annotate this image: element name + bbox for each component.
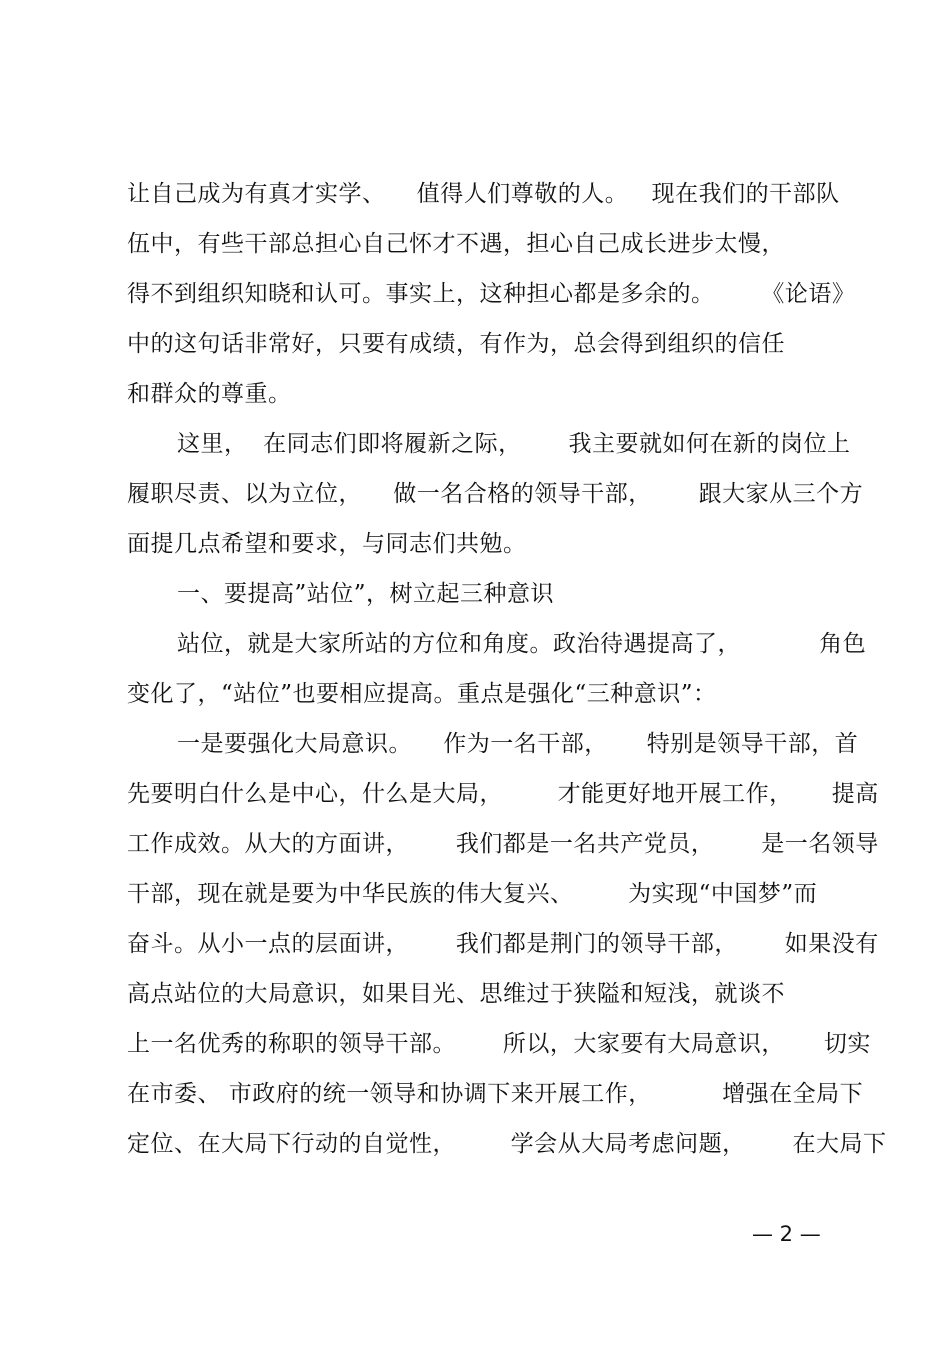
text-line: 定位、在大局下行动的自觉性， 学会从大局考虑问题， 在大局下 (127, 1131, 887, 1157)
text-line: 伍中，有些干部总担心自己怀才不遇，担心自己成长进步太慢， (127, 231, 785, 257)
text-line: 和群众的尊重。 (127, 381, 292, 407)
text-line: 得不到组织知晓和认可。事实上，这种担心都是多余的。 《论语》 (127, 281, 856, 307)
text-line: 让自己成为有真才实学、 值得人们尊敬的人。 现在我们的干部队 (127, 181, 840, 207)
text-line: 奋斗。从小一点的层面讲， 我们都是荆门的领导干部， 如果没有 (127, 931, 879, 957)
paragraph-first-line: 一是要强化大局意识。 作为一名干部， 特别是领导干部，首 (177, 731, 859, 757)
text-line: 履职尽责、以为立位， 做一名合格的领导干部， 跟大家从三个方 (127, 481, 864, 507)
text-line: 在市委、 市政府的统一领导和协调下来开展工作， 增强在全局下 (127, 1081, 864, 1107)
paragraph-first-line: 站位，就是大家所站的方位和角度。政治待遇提高了， 角色 (177, 631, 867, 657)
paragraph-first-line: 这里， 在同志们即将履新之际， 我主要就如何在新的岗位上 (177, 431, 851, 457)
text-line: 先要明白什么是中心，什么是大局， 才能更好地开展工作， 提高 (127, 781, 879, 807)
text-line: 中的这句话非常好，只要有成绩，有作为，总会得到组织的信任 (127, 331, 785, 357)
section-heading: 一、要提高”站位”，树立起三种意识 (177, 581, 555, 607)
text-line: 高点站位的大局意识，如果目光、思维过于狭隘和短浅，就谈不 (127, 981, 785, 1007)
page-number: — 2 — (752, 1222, 821, 1246)
text-line: 变化了，“站位”也要相应提高。重点是强化“三种意识”： (127, 681, 717, 707)
text-line: 上一名优秀的称职的领导干部。 所以，大家要有大局意识， 切实 (127, 1031, 871, 1057)
text-line: 工作成效。从大的方面讲， 我们都是一名共产党员， 是一名领导 (127, 831, 879, 857)
text-line: 面提几点希望和要求，与同志们共勉。 (127, 531, 527, 557)
text-line: 干部，现在就是要为中华民族的伟大复兴、 为实现“中国梦”而 (127, 881, 818, 907)
